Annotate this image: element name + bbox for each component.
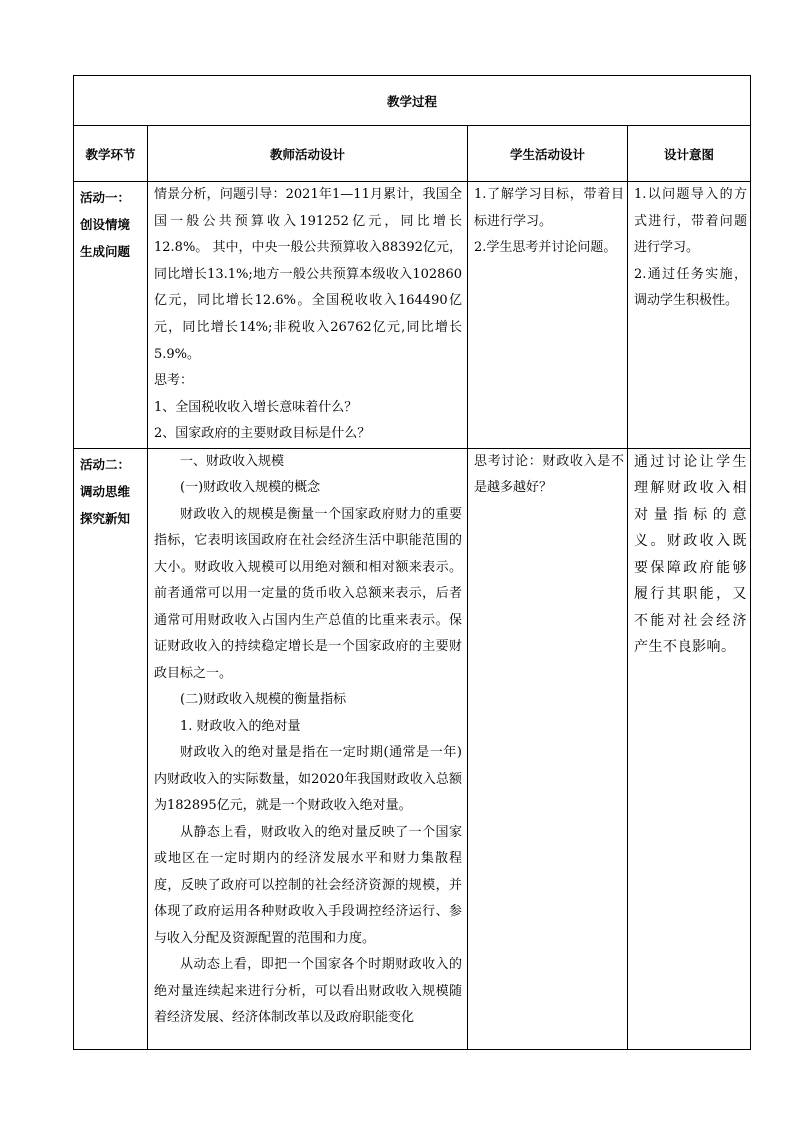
design-intent-cell-1 (628, 182, 751, 449)
paragraph: 从静态上看，财政收入的绝对量反映了一个国家或地区在一定时期内的经济发展水平和财力集散程度，反映了政府可以控制的社会经济资源的规模，并体现了政府运用各种财政收入手段调控经济运行、参与收入分配及资源配置的范围和力度。 (154, 824, 462, 946)
student-activity-cell-1 (468, 182, 628, 449)
paragraph: 思考： (154, 373, 194, 389)
paragraph: 从动态上看，即把一个国家各个时期财政收入的绝对量连续起来进行分析，可以看出财政收入规模随着经济发展、经济体制改革以及政府职能变化 (154, 957, 462, 1026)
header-teacher-activity: 教师活动设计 (148, 126, 468, 182)
paragraph: 1、全国税收收入增长意味着什么？ (154, 399, 358, 415)
table-row (74, 182, 751, 449)
stage-line: 探究新知 (80, 510, 131, 526)
header-student-activity: 学生活动设计 (468, 126, 628, 182)
paragraph: 财政收入的规模是衡量一个国家政府财力的重要指标，它表明该国政府在社会经济生活中职能范围的大小。财政收入规模可以用绝对额和相对额来表示。前者通常可以用一定量的货币收入总额来表示，后者通常可用财政收入占国内生产总值的比重来表示。保证财政收入的持续稳定增长是一个国家政府的主要财政目标之一。 (154, 506, 462, 681)
stage-line: 创设情境 (80, 217, 131, 232)
paragraph: 2.通过任务实施，调动学生积极性。 (634, 266, 748, 309)
paragraph: 思考讨论：财政收入是不是越多越好？ (474, 453, 624, 496)
subsection-heading: (二)财政收入规模的衡量指标 (180, 692, 347, 708)
table-title: 教学过程 (74, 76, 751, 126)
paragraph: 1.以问题导入的方式进行，带着问题进行学习。 (634, 187, 748, 256)
teaching-process-table (73, 75, 751, 1050)
stage-cell-1 (74, 182, 148, 449)
table-row (74, 448, 751, 1049)
paragraph: 1.了解学习目标，带着目标进行学习。 (474, 187, 624, 229)
student-activity-cell-2 (468, 448, 628, 1049)
design-intent-cell-2 (628, 448, 751, 1049)
paragraph: 2、国家政府的主要财政目标是什么？ (154, 426, 371, 442)
header-stage: 教学环节 (74, 126, 148, 182)
subsection-heading: (一)财政收入规模的概念 (180, 480, 321, 496)
section-heading: 一、财政收入规模 (180, 453, 285, 469)
paragraph: 通过讨论让学生理解财政收入相对量指标的意义。财政收入既要保障政府能够履行其职能，又不能对社会经济产生不良影响。 (634, 453, 748, 656)
stage-line: 活动二： (80, 456, 131, 472)
teacher-activity-cell-1 (148, 182, 468, 449)
stage-line: 活动一： (80, 190, 131, 205)
teacher-activity-cell-2 (148, 448, 468, 1049)
stage-cell-2 (74, 448, 148, 1049)
stage-line: 生成问题 (80, 244, 131, 259)
item-heading: 1. 财政收入的绝对量 (180, 718, 301, 734)
stage-line: 调动思维 (80, 483, 131, 499)
paragraph: 财政收入的绝对量是指在一定时期(通常是一年)内财政收入的实际数量，如2020年我国财政收入总额为182895亿元，就是一个财政收入绝对量。 (154, 745, 462, 814)
paragraph: 2.学生思考并讨论问题。 (474, 240, 617, 256)
paragraph: 情景分析，问题引导：2021年1—11月累计，我国全国一般公共预算收入191252亿元，同比增长12.8%。 其中，中央一般公共预算收入88392亿元，同比增长13.1%;地方一般公共预算本级收入102860亿元，同比增长12.6%。全国税收收入164490亿元，同比增长14%;非税收入26762亿元,同比增长5.9%。 (154, 187, 462, 362)
header-design-intent: 设计意图 (628, 126, 751, 182)
